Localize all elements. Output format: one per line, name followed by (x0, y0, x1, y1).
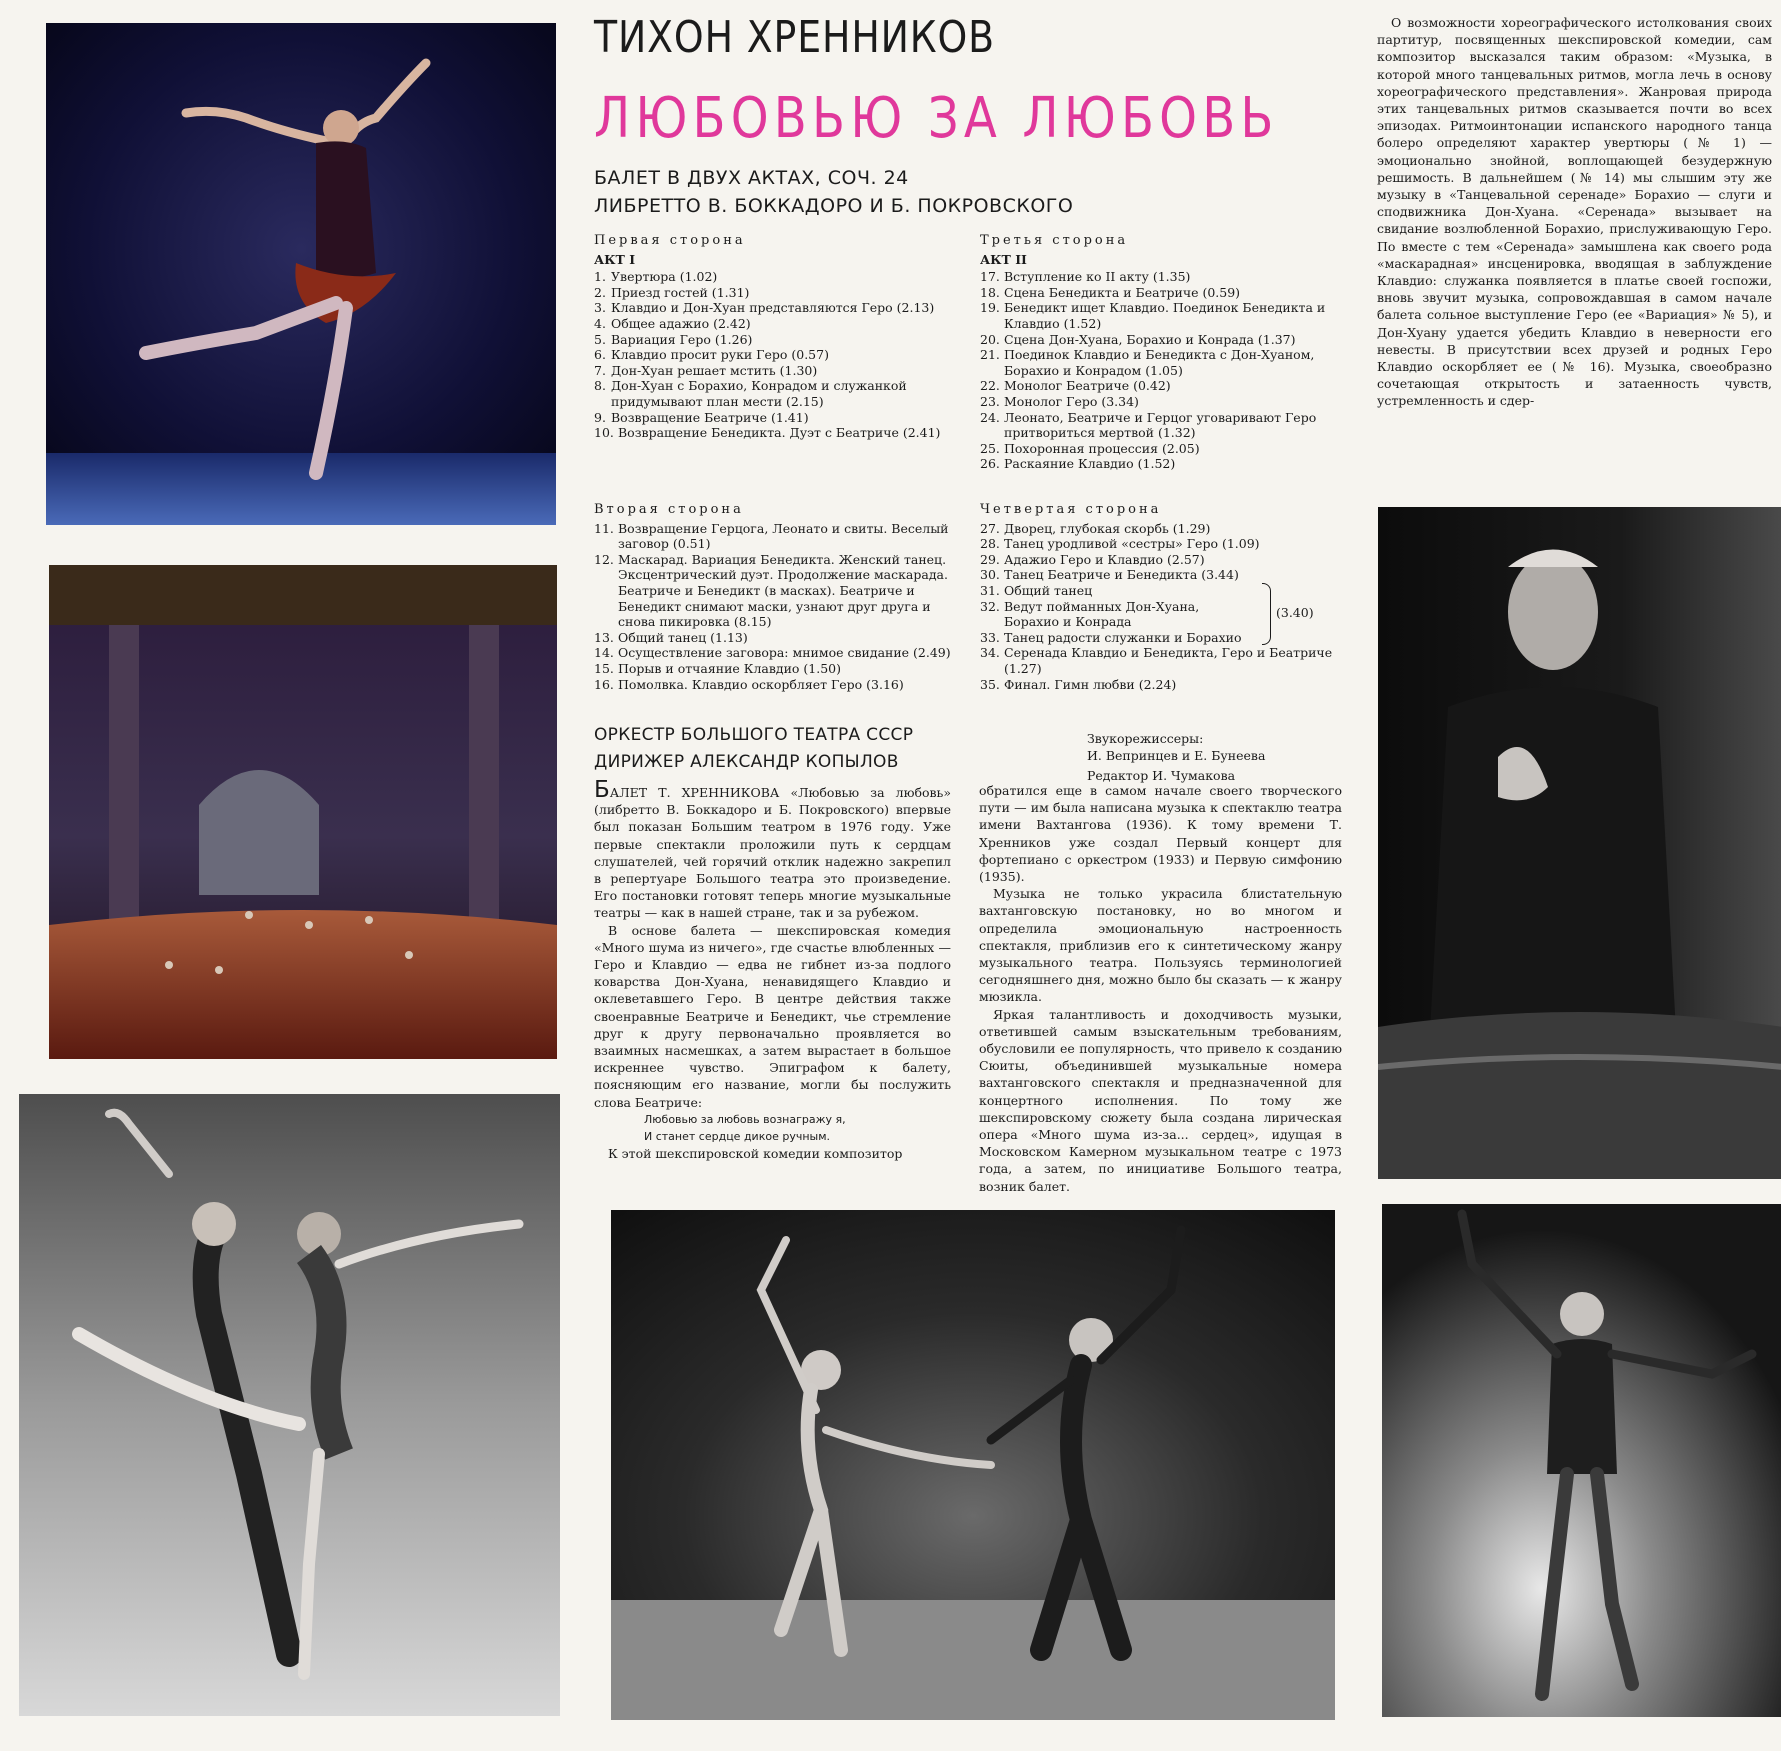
side-3-heading: Третья сторона (980, 233, 1129, 248)
track-item (980, 300, 1344, 331)
track-number: 17. (980, 269, 1000, 285)
track-number: 35. (980, 676, 1000, 692)
track-title: Возвращение Бенедикта. Дуэт с Беатриче (2.41) (618, 425, 941, 441)
side-4-heading: Четвертая сторона (980, 502, 1162, 517)
track-item (594, 269, 959, 285)
track-number: 8. (594, 378, 606, 394)
side-4 (980, 502, 1344, 692)
track-number: 31. (980, 582, 1000, 598)
track-item (980, 521, 1344, 537)
group-bracket (1262, 583, 1271, 645)
track-title: Общий танец (1004, 582, 1093, 598)
track-item (594, 521, 959, 552)
act-1-heading: АКТ I (594, 251, 636, 267)
track-title: Сцена Бенедикта и Беатриче (0.59) (1004, 284, 1241, 300)
track-item (980, 583, 1250, 599)
track-title: Монолог Беатриче (0.42) (1004, 378, 1171, 394)
track-item (980, 567, 1344, 583)
track-number: 24. (980, 409, 1000, 425)
track-item (980, 552, 1344, 568)
article-paragraph-7: О возможности хореографического истолкования своих партитур, посвященных шекспировской комедии, сам композитор высказался таким образом: «Музыка, в которой много танцевальных ритмов, могла лечь в основу хореографического представления». Жанровая природа этих танцевальных ритмов сказывается почти во всех эпизодах. Ритмоинтонации испанского народного танца болеро определяют характер увертюры (№ 1) — эмоционально знойной, воплощающей безудержную решимость. В дальнейшем (№ 14) мы слышим эту же музыку в «Танцевальной серенаде» Борахио — слуги и сподвижника Дон-Хуана. «Серенада» вызывает на свидание возлюбленной Борахио, прислуживающую Геро. По вместе с тем «Серенада» замышлена как своего рода «маскарадная» инсценировка, вводящая в заблуждение Клавдио: служанка появляется в платье своей госпожи, вновь звучит музыка, сопровождавшая в самом начале балета сольное выступление Геро (ее «Вариация» № 5), и Дон-Хуану удается убедить Клавдио в неверности его невесты. В присутствии всех друзей и родных Геро Клавдио оскорбляет ее (№ 16). Музыка, своеобразно сочетающая открытость и затаенность чувств, устремленность и сдер- (1377, 15, 1772, 409)
track-item (594, 645, 959, 661)
track-title: Клавдио просит руки Геро (0.57) (611, 347, 829, 363)
track-item (594, 363, 959, 379)
track-number: 15. (594, 660, 614, 676)
article-column-3 (1377, 14, 1772, 410)
subtitle-ballet: БАЛЕТ В ДВУХ АКТАХ, СОЧ. 24 (594, 167, 909, 189)
track-number: 27. (980, 520, 1000, 536)
performers (594, 722, 913, 776)
track-item (594, 285, 959, 301)
track-item (980, 536, 1344, 552)
article-paragraph-2: В основе балета — шекспировская комедия «Много шума из ничего», где счастье влюбленных — Геро и Клавдио — едва не гибнет из-за подлого коварства Дон-Хуана, ненавидящего Клавдио и оклеветавшего Геро. В центре действия также своенравные Беатриче и Бенедикт, чье стремление друг к другу первоначально проявляется во взаимных насмешках, а затем вырастает в большое искреннее чувство. Эпиграфом к балету, поясняющим его название, могли бы послужить слова Беатриче: (594, 922, 951, 1110)
track-number: 3. (594, 300, 606, 316)
track-title: Помолвка. Клавдио оскорбляет Геро (3.16) (618, 676, 904, 692)
side-1-heading: Первая сторона (594, 233, 746, 248)
track-number: 30. (980, 567, 1000, 583)
drop-cap: Б (594, 777, 610, 803)
side-1 (594, 233, 959, 441)
group-duration: (3.40) (1276, 604, 1314, 620)
track-title: Адажио Геро и Клавдио (2.57) (1004, 551, 1205, 567)
track-title: Похоронная процессия (2.05) (1004, 440, 1200, 456)
track-number: 2. (594, 284, 606, 300)
track-number: 16. (594, 676, 614, 692)
track-title: Вариация Геро (1.26) (611, 331, 753, 347)
track-number: 10. (594, 425, 614, 441)
track-item (980, 285, 1344, 301)
track-item (594, 332, 959, 348)
side-2 (594, 502, 959, 692)
track-title: Сцена Дон-Хуана, Борахио и Конрада (1.37) (1004, 331, 1296, 347)
track-item (594, 425, 959, 441)
sound-engineers-names: И. Вепринцев и Е. Бунеева (1087, 747, 1266, 763)
photo-stage-scene-color (49, 565, 557, 1059)
side-3 (980, 233, 1344, 472)
track-title: Леонато, Беатриче и Герцог уговаривают Геро притвориться мертвой (1.32) (1004, 409, 1317, 441)
conductor-name: ДИРИЖЕР АЛЕКСАНДР КОПЫЛОВ (594, 752, 899, 772)
track-title: Вступление ко II акту (1.35) (1004, 269, 1191, 285)
article-paragraph-5: Музыка не только украсила блистательную вахтанговскую постановку, но во многом и определила эмоциональную настроенность спектакля, приблизив его к синтетическому жанру музыкального театра. Пользуясь терминологией сегодняшнего дня, можно было бы сказать — к жанру мюзикла. (979, 886, 1342, 1005)
track-item (980, 394, 1344, 410)
track-item (980, 456, 1344, 472)
track-item (594, 677, 959, 693)
photo-duet-bw (611, 1210, 1335, 1720)
side-2-heading: Вторая сторона (594, 502, 744, 517)
track-title: Приезд гостей (1.31) (611, 284, 750, 300)
epigraph-line-1: Любовью за любовь вознагражу я, (644, 1112, 846, 1126)
track-item (980, 630, 1250, 646)
track-item (980, 378, 1344, 394)
photo-soloist-bw (1382, 1204, 1781, 1717)
track-number: 6. (594, 347, 606, 363)
track-title: Ведут пойманных Дон-Хуана, Борахио и Конрада (1004, 598, 1200, 630)
track-item (980, 599, 1250, 630)
track-item (594, 630, 959, 646)
work-title: ЛЮБОВЬЮ ЗА ЛЮБОВЬ (594, 86, 1279, 151)
orchestra-name: ОРКЕСТР БОЛЬШОГО ТЕАТРА СССР (594, 725, 914, 745)
track-title: Возвращение Герцога, Леонато и свиты. Веселый заговор (0.51) (618, 520, 949, 552)
track-title: Поединок Клавдио и Бенедикта с Дон-Хуаном, Борахио и Конрадом (1.05) (1004, 347, 1315, 378)
article-column-2 (979, 782, 1342, 1195)
track-number: 25. (980, 440, 1000, 456)
track-item (980, 441, 1344, 457)
track-number: 11. (594, 520, 614, 536)
epigraph-line-2: И станет сердце дикое ручным. (644, 1129, 830, 1143)
side-4-track-list-b (980, 645, 1344, 692)
track-title: Общее адажио (2.42) (611, 315, 751, 331)
article-paragraph-6: Яркая талантливость и доходчивость музыки, ответившей самым взыскательным требованиям, обусловили ее популярность, что привело к созданию Сюиты, объединившей музыкальные номера вахтанговского спектакля и предназначенной для концертного исполнения. По тому же шекспировскому сюжету была создана лирическая опера «Много шума из-за... сердец», идущая в Московском Камерном музыкальном театре с 1973 года, а затем, по инициативе Большого театра, возник балет. (979, 1006, 1342, 1194)
track-item (980, 269, 1344, 285)
track-title: Порыв и отчаяние Клавдио (1.50) (618, 660, 841, 676)
track-number: 20. (980, 331, 1000, 347)
article-paragraph-1: БАЛЕТ Т. ХРЕННИКОВА «Любовью за любовь» (либретто В. Боккадоро и Б. Покровского) впервые был показан Большим театром в 1976 году. Уже первые спектакли проложили путь к сердцам слушателей, чей горячий отклик надежно закрепил в репертуаре Большого театра это произведение. Его постановки готовят теперь многие музыкальные театры — как в нашей стране, так и за рубежом. (594, 777, 951, 921)
track-number: 12. (594, 551, 614, 567)
track-title: Серенада Клавдио и Бенедикта, Геро и Беатриче (1.27) (1004, 645, 1333, 676)
track-item (594, 300, 959, 316)
track-item (594, 552, 959, 630)
track-item (594, 410, 959, 426)
track-title: Монолог Геро (3.34) (1004, 393, 1139, 409)
track-title: Возвращение Беатриче (1.41) (611, 409, 809, 425)
track-title: Бенедикт ищет Клавдио. Поединок Бенедикта и Клавдио (1.52) (1004, 300, 1326, 331)
track-number: 1. (594, 269, 606, 285)
track-number: 28. (980, 536, 1000, 552)
side-4-track-group (980, 583, 1250, 645)
article-column-1 (594, 777, 951, 1162)
track-number: 23. (980, 393, 1000, 409)
track-number: 13. (594, 629, 614, 645)
track-number: 14. (594, 645, 614, 661)
photo-pas-de-deux-bw (19, 1094, 560, 1716)
track-number: 29. (980, 551, 1000, 567)
track-number: 4. (594, 315, 606, 331)
track-item (980, 347, 1344, 378)
track-number: 33. (980, 629, 1000, 645)
track-item (980, 677, 1344, 693)
credits (1087, 731, 1265, 785)
article-paragraph-3: К этой шекспировской комедии композитор (608, 1145, 903, 1161)
track-number: 32. (980, 598, 1000, 614)
track-number: 21. (980, 347, 1000, 363)
track-number: 34. (980, 645, 1000, 661)
photo-composer-bw (1378, 507, 1781, 1179)
track-number: 9. (594, 409, 606, 425)
track-number: 7. (594, 362, 606, 378)
track-title: Маскарад. Вариация Бенедикта. Женский танец. Эксцентрический дуэт. Продолжение маскарада. Беатриче и Бенедикт (в масках). Беатриче и Бенедикт снимают маски, узнают друг друга и снова пикировка (8.15) (618, 551, 948, 630)
track-title: Дон-Хуан решает мстить (1.30) (611, 362, 818, 378)
track-title: Увертюра (1.02) (611, 269, 718, 285)
track-number: 5. (594, 331, 606, 347)
track-number: 18. (980, 284, 1000, 300)
track-number: 22. (980, 378, 1000, 394)
track-title: Дворец, глубокая скорбь (1.29) (1004, 520, 1211, 536)
track-title: Финал. Гимн любви (2.24) (1004, 676, 1177, 692)
subtitle-libretto: ЛИБРЕТТО В. БОККАДОРО И Б. ПОКРОВСКОГО (594, 195, 1074, 217)
photo-ballerina-color (46, 23, 556, 525)
track-title: Танец уродливой «сестры» Геро (1.09) (1004, 536, 1260, 552)
track-title: Клавдио и Дон-Хуан представляются Геро (2.13) (611, 300, 935, 316)
sound-engineers-label: Звукорежиссеры: (1087, 731, 1204, 746)
track-number: 19. (980, 300, 1000, 316)
article-paragraph-4: обратился еще в самом начале своего творческого пути — им была написана музыка к спектаклю театра имени Вахтангова (1936). К тому времени Т. Хренников уже создал Первый концерт для фортепиано с оркестром (1933) и Первую симфонию (1935). (979, 783, 1342, 885)
track-title: Осуществление заговора: мнимое свидание (2.49) (618, 645, 951, 661)
composer-name: ТИХОН ХРЕННИКОВ (594, 12, 995, 63)
side-3-track-list (980, 269, 1344, 472)
track-item (594, 316, 959, 332)
track-title: Общий танец (1.13) (618, 629, 748, 645)
side-2-track-list (594, 521, 959, 693)
track-title: Дон-Хуан с Борахио, Конрадом и служанкой придумывают план мести (2.15) (611, 378, 907, 409)
track-title: Танец радости служанки и Борахио (1004, 629, 1242, 645)
side-1-track-list (594, 269, 959, 441)
act-2-heading: АКТ II (980, 251, 1027, 267)
track-title: Танец Беатриче и Бенедикта (3.44) (1004, 567, 1239, 583)
side-4-track-list-a (980, 521, 1344, 583)
editor-credit: Редактор И. Чумакова (1087, 768, 1236, 783)
track-group-31-33 (980, 583, 1344, 645)
track-item (980, 332, 1344, 348)
track-item (594, 347, 959, 363)
track-item (594, 378, 959, 409)
track-title: Раскаяние Клавдио (1.52) (1004, 456, 1176, 472)
track-item (980, 645, 1344, 676)
track-item (594, 661, 959, 677)
track-item (980, 410, 1344, 441)
track-number: 26. (980, 456, 1000, 472)
